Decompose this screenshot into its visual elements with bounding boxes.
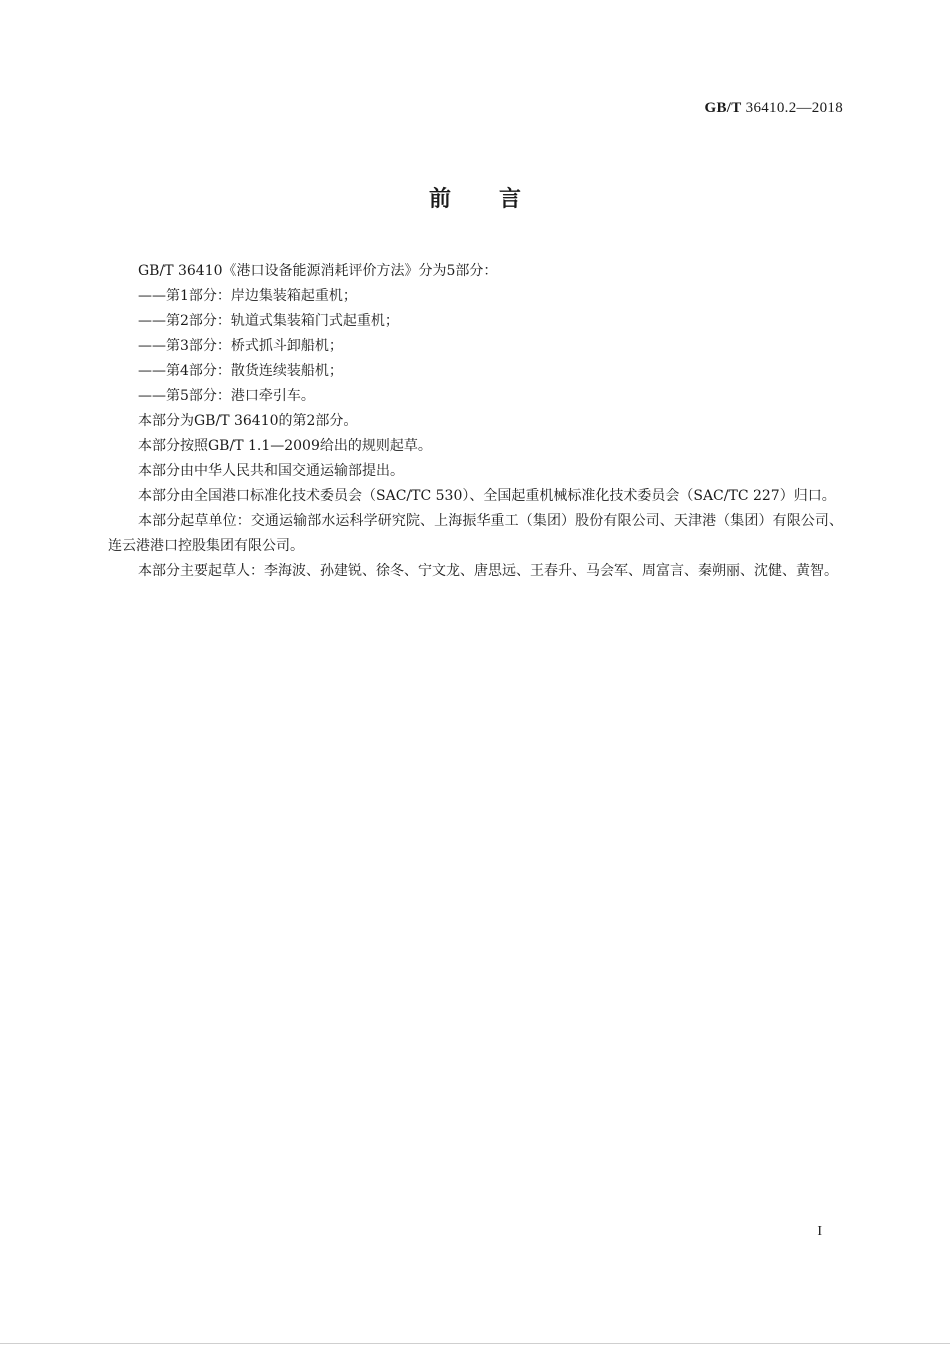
title-char-1: 前: [428, 187, 451, 212]
page-title: [0, 182, 950, 213]
title-char-2: 言: [499, 187, 522, 212]
page-number: I: [817, 1224, 822, 1239]
paragraph-drafting-rules: 本部分按照GB/T 1.1—2009给出的规则起草。: [138, 438, 432, 454]
standard-prefix: GB/T: [704, 100, 742, 116]
part-item-2: ——第2部分：轨道式集装箱门式起重机；: [138, 313, 399, 329]
standard-code: [705, 100, 843, 117]
paragraph-committee: 本部分由全国港口标准化技术委员会（SAC/TC 530）、全国起重机械标准化技术委员会（SAC/TC 227）归口。: [138, 488, 836, 504]
standard-number: 36410.2—2018: [745, 100, 843, 116]
intro-paragraph: GB/T 36410《港口设备能源消耗评价方法》分为5部分：: [138, 263, 498, 279]
part-item-4: ——第4部分：散货连续装船机；: [138, 363, 343, 379]
paragraph-proposer: 本部分由中华人民共和国交通运输部提出。: [138, 463, 404, 479]
part-item-5: ——第5部分：港口牵引车。: [138, 388, 315, 404]
part-item-3: ——第3部分：桥式抓斗卸船机；: [138, 338, 343, 354]
paragraph-drafting-units: 本部分起草单位：交通运输部水运科学研究院、上海振华重工（集团）股份有限公司、天津港（集团）有限公司、连云港港口控股集团有限公司。: [108, 513, 843, 554]
paragraph-drafters: 本部分主要起草人：李海波、孙建锐、徐冬、宁文龙、唐思远、王春升、马会军、周富言、秦朔丽、沈健、黄智。: [138, 563, 838, 579]
page-bottom-edge: [0, 1343, 950, 1344]
part-item-1: ——第1部分：岸边集装箱起重机；: [138, 288, 357, 304]
foreword-body: [108, 259, 843, 584]
paragraph-part-statement: 本部分为GB/T 36410的第2部分。: [138, 413, 358, 429]
